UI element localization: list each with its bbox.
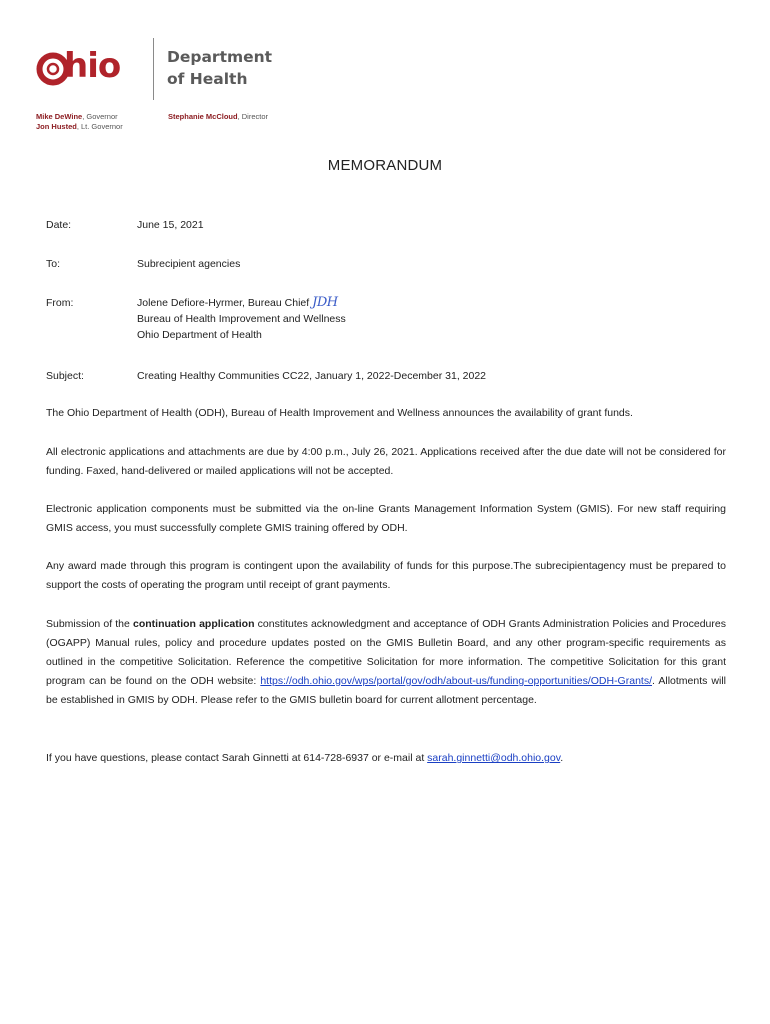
contact-text-b: . <box>560 752 564 764</box>
date-field <box>46 217 736 233</box>
memo-title: MEMORANDUM <box>327 157 443 174</box>
officials-left <box>36 112 123 132</box>
contact-text-a: If you have questions, please contact Sarah Ginnetti at 614-728-6937 or e-mail at <box>46 752 428 764</box>
director-name: Stephanie McCloud <box>168 112 238 121</box>
subject-value: Creating Healthy Communities CC22, January 1, 2022-December 31, 2022 <box>137 370 487 382</box>
from-field <box>46 295 736 345</box>
to-field <box>46 256 736 272</box>
ohio-logo <box>36 44 144 88</box>
to-value: Subrecipient agencies <box>137 258 241 270</box>
paragraph-submission <box>46 615 726 710</box>
letterhead-divider <box>153 38 154 100</box>
governor-title: , Governor <box>82 112 118 121</box>
officials-right <box>168 112 268 122</box>
paragraph-contact <box>46 749 726 768</box>
paragraph-intro: The Ohio Department of Health (ODH), Bureau of Health Improvement and Wellness announces the availability of grant funds. <box>46 407 633 419</box>
letterhead <box>36 36 736 136</box>
subject-label: Subject: <box>46 370 84 382</box>
from-line-1 <box>137 295 727 311</box>
paragraph-award: Any award made through this program is contingent upon the availability of funds for this purpose.The subrecipientagency must be prepared to support the costs of operating the program until receipt of grant payments. <box>46 560 726 591</box>
governor <box>36 112 123 122</box>
lt-governor <box>36 122 123 132</box>
paragraph-deadline: All electronic applications and attachments are due by 4:00 p.m., July 26, 2021. Applications received after the due date will not be considered for funding. Faxed, hand-delivered or mailed applications will not be accepted. <box>46 446 726 477</box>
continuation-application-bold: continuation application <box>132 618 255 630</box>
subject-field <box>46 368 736 384</box>
lt-governor-name: Jon Husted <box>36 122 77 131</box>
to-label: To: <box>46 258 61 270</box>
director <box>168 112 268 122</box>
paragraph-gmis: Electronic application components must be submitted via the on-line Grants Management Information System (GMIS). For new staff requiring GMIS access, you must successfully complete GMIS training offered by ODH. <box>46 503 726 534</box>
department-line-2: of Health <box>167 70 248 88</box>
odh-grants-link[interactable]: https://odh.ohio.gov/wps/portal/gov/odh/about-us/funding-opportunities/ODH-Grants/ <box>260 675 652 687</box>
submission-text-b: constitutes acknowledgment and acceptance of ODH Grants Administration Policies and Procedures (OGAPP) Manual rules, policy and procedure updates posted on the GMIS Bulletin Board, and any other program-specific requirements as outlined in the competitive Solicitation. Reference the competitive Solicitation for more information. The competitive Solicitation for this grant program can be found on the ODH website: <box>46 618 726 687</box>
date-value: June 15, 2021 <box>137 219 204 231</box>
signature-initials: JDH <box>312 295 338 310</box>
department-line-1: Department <box>167 48 273 66</box>
governor-name: Mike DeWine <box>36 112 83 121</box>
from-line-3: Ohio Department of Health <box>137 329 262 341</box>
date-label: Date: <box>46 219 72 231</box>
director-title: , Director <box>237 112 269 121</box>
department-name <box>167 46 272 90</box>
email-link[interactable]: sarah.ginnetti@odh.ohio.gov <box>427 752 561 764</box>
submission-text-a: Submission of the <box>46 618 133 630</box>
ohio-logo-text: hio <box>64 46 121 86</box>
lt-governor-title: , Lt. Governor <box>76 122 123 131</box>
from-name: Jolene Defiore-Hyrmer, Bureau Chief <box>137 297 310 309</box>
from-value <box>137 295 727 343</box>
from-label: From: <box>46 297 74 309</box>
submission-text-c: . Allotments will be established in GMIS by ODH. Please refer to the GMIS bulletin board for current allotment percentage. <box>46 675 726 706</box>
from-line-2: Bureau of Health Improvement and Wellness <box>137 313 346 325</box>
